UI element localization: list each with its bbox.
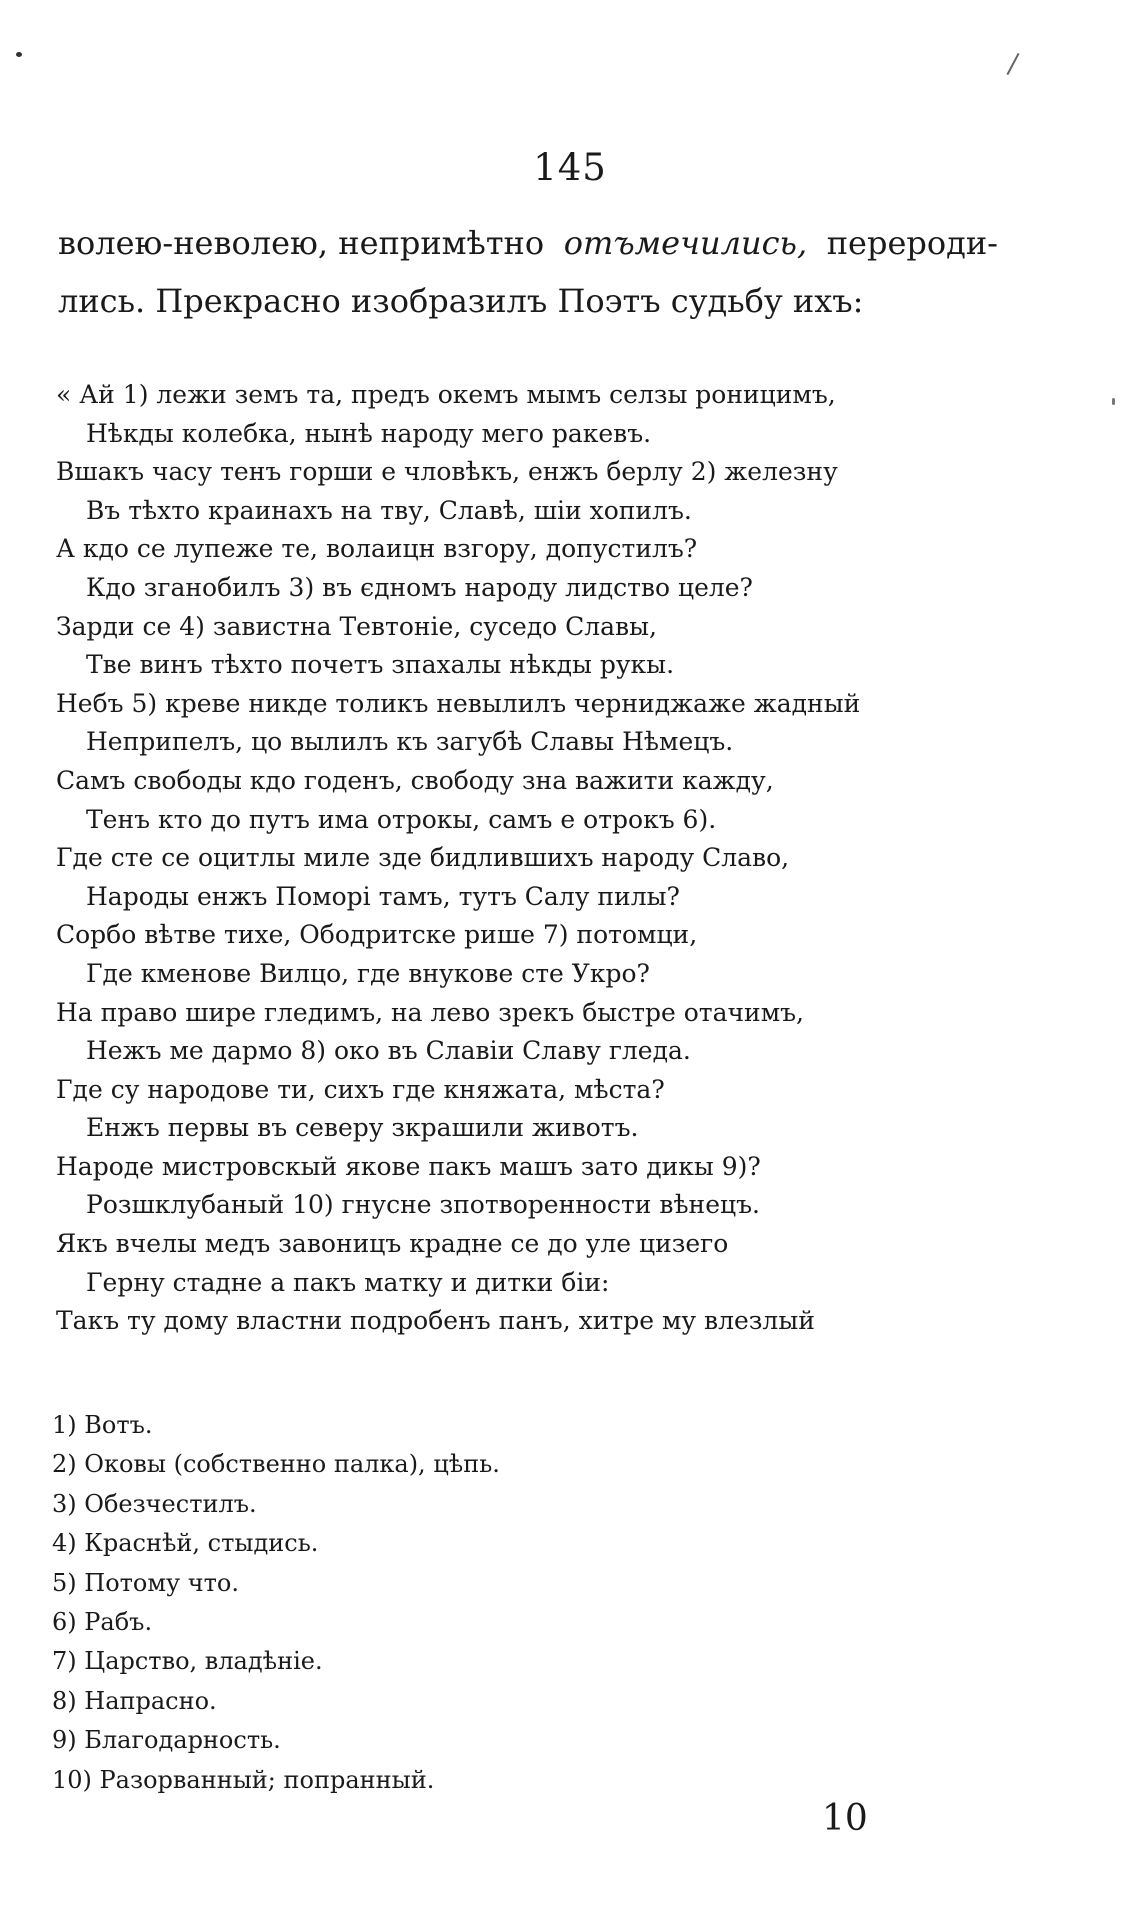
poem-line: Якъ вчелы медъ завоницъ крадне се до уле цизего: [56, 1229, 729, 1259]
poem-line: На право шире гледимъ, на лево зрекъ быстре отачимъ,: [56, 997, 804, 1027]
poem-line: Народы енжъ Поморі тамъ, тутъ Салу пилы?: [86, 881, 680, 911]
intro-paragraph: [58, 214, 1058, 330]
poem-line: Где сте се оцитлы миле зде бидлившихъ народу Славо,: [56, 843, 790, 873]
footnote: 2) Оковы (собственно палка), цѣпь.: [52, 1450, 500, 1479]
footnote: 6) Рабъ.: [52, 1608, 153, 1637]
poem-line: Народе мистровскый якове пакъ машъ зато дикы 9)?: [56, 1151, 761, 1181]
footnote: 3) Обезчестилъ.: [52, 1489, 257, 1518]
poem-line: Розшклубаный 10) гнусне зпотворенности вѣнецъ.: [86, 1190, 760, 1220]
poem-line: Кдо зганобилъ 3) въ єдномъ народу лидство целе?: [86, 572, 753, 602]
poem-line: Где су народове ти, сихъ где княжата, мѣста?: [56, 1074, 665, 1104]
page-number: 145: [533, 146, 607, 189]
footnote: 8) Напрасно.: [52, 1686, 217, 1715]
poem-line: Нѣкды колебка, нынѣ народу мего ракевъ.: [86, 418, 652, 448]
page-speck: [1112, 398, 1115, 405]
signature-mark: 10: [822, 1798, 868, 1839]
poem-line: Такъ ту дому властни подробенъ панъ, хитре му влезлый: [56, 1306, 815, 1336]
poem-line: Где кменове Вилцо, где внукове сте Укро?: [86, 958, 650, 988]
intro-line: лись. Прекрасно изобразилъ Поэтъ судьбу ихъ:: [58, 282, 864, 320]
footnote: 1) Вотъ.: [52, 1411, 153, 1439]
footnote: 9) Благодарность.: [52, 1726, 281, 1755]
footnote: 7) Царство, владѣніе.: [52, 1647, 323, 1676]
poem-line: Самъ свободы кдо годенъ, свободу зна важити кажду,: [56, 765, 774, 795]
poem-line: А кдо се лупеже те, волаицн взгору, допустилъ?: [56, 534, 698, 564]
intro-text: перероди-: [826, 224, 998, 262]
intro-italic-word: отъмечились,: [563, 224, 808, 262]
intro-line: [58, 214, 998, 272]
footnotes: [52, 1406, 500, 1800]
poem-line: Вшакъ часу тенъ горши е чловѣкъ, енжъ берлу 2) железну: [56, 457, 838, 487]
page-speck: [16, 52, 22, 57]
page-speck: [1006, 53, 1019, 75]
footnote: 5) Потому что.: [52, 1568, 240, 1597]
poem-line: Тенъ кто до путъ има отрокы, самъ е отрокъ 6).: [86, 804, 717, 834]
poem-line: Неприпелъ, цо вылилъ къ загубѣ Славы Нѣмецъ.: [86, 727, 734, 757]
footnote: 4) Краснѣй, стыдись.: [52, 1529, 319, 1558]
poem-line: Герну стадне а пакъ матку и дитки біи:: [86, 1267, 610, 1297]
poem-line: Нежъ ме дармо 8) око въ Славіи Славу гледа.: [86, 1036, 691, 1066]
poem-line: Сорбо вѣтве тихе, Ободритске рише 7) потомци,: [56, 920, 698, 950]
poem-line: Тве винъ тѣхто почетъ зпахалы нѣкды рукы.: [86, 650, 675, 680]
poem: [56, 376, 1096, 1341]
poem-line: Въ тѣхто краинахъ на тву, Славѣ, шіи хопилъ.: [86, 495, 692, 525]
footnote: 10) Разорванный; попранный.: [52, 1765, 435, 1794]
poem-line: Енжъ первы въ северу зкрашили животъ.: [86, 1113, 639, 1143]
poem-line: « Ай 1) лежи земъ та, предъ окемъ мымъ селзы роницимъ,: [56, 380, 836, 409]
poem-line: Зарди се 4) завистна Тевтоніе, суседо Славы,: [56, 611, 657, 641]
intro-text: волею-неволею, непримѣтно: [58, 224, 545, 262]
poem-line: Небъ 5) креве никде толикъ невылилъ черниджаже жадный: [56, 688, 861, 718]
